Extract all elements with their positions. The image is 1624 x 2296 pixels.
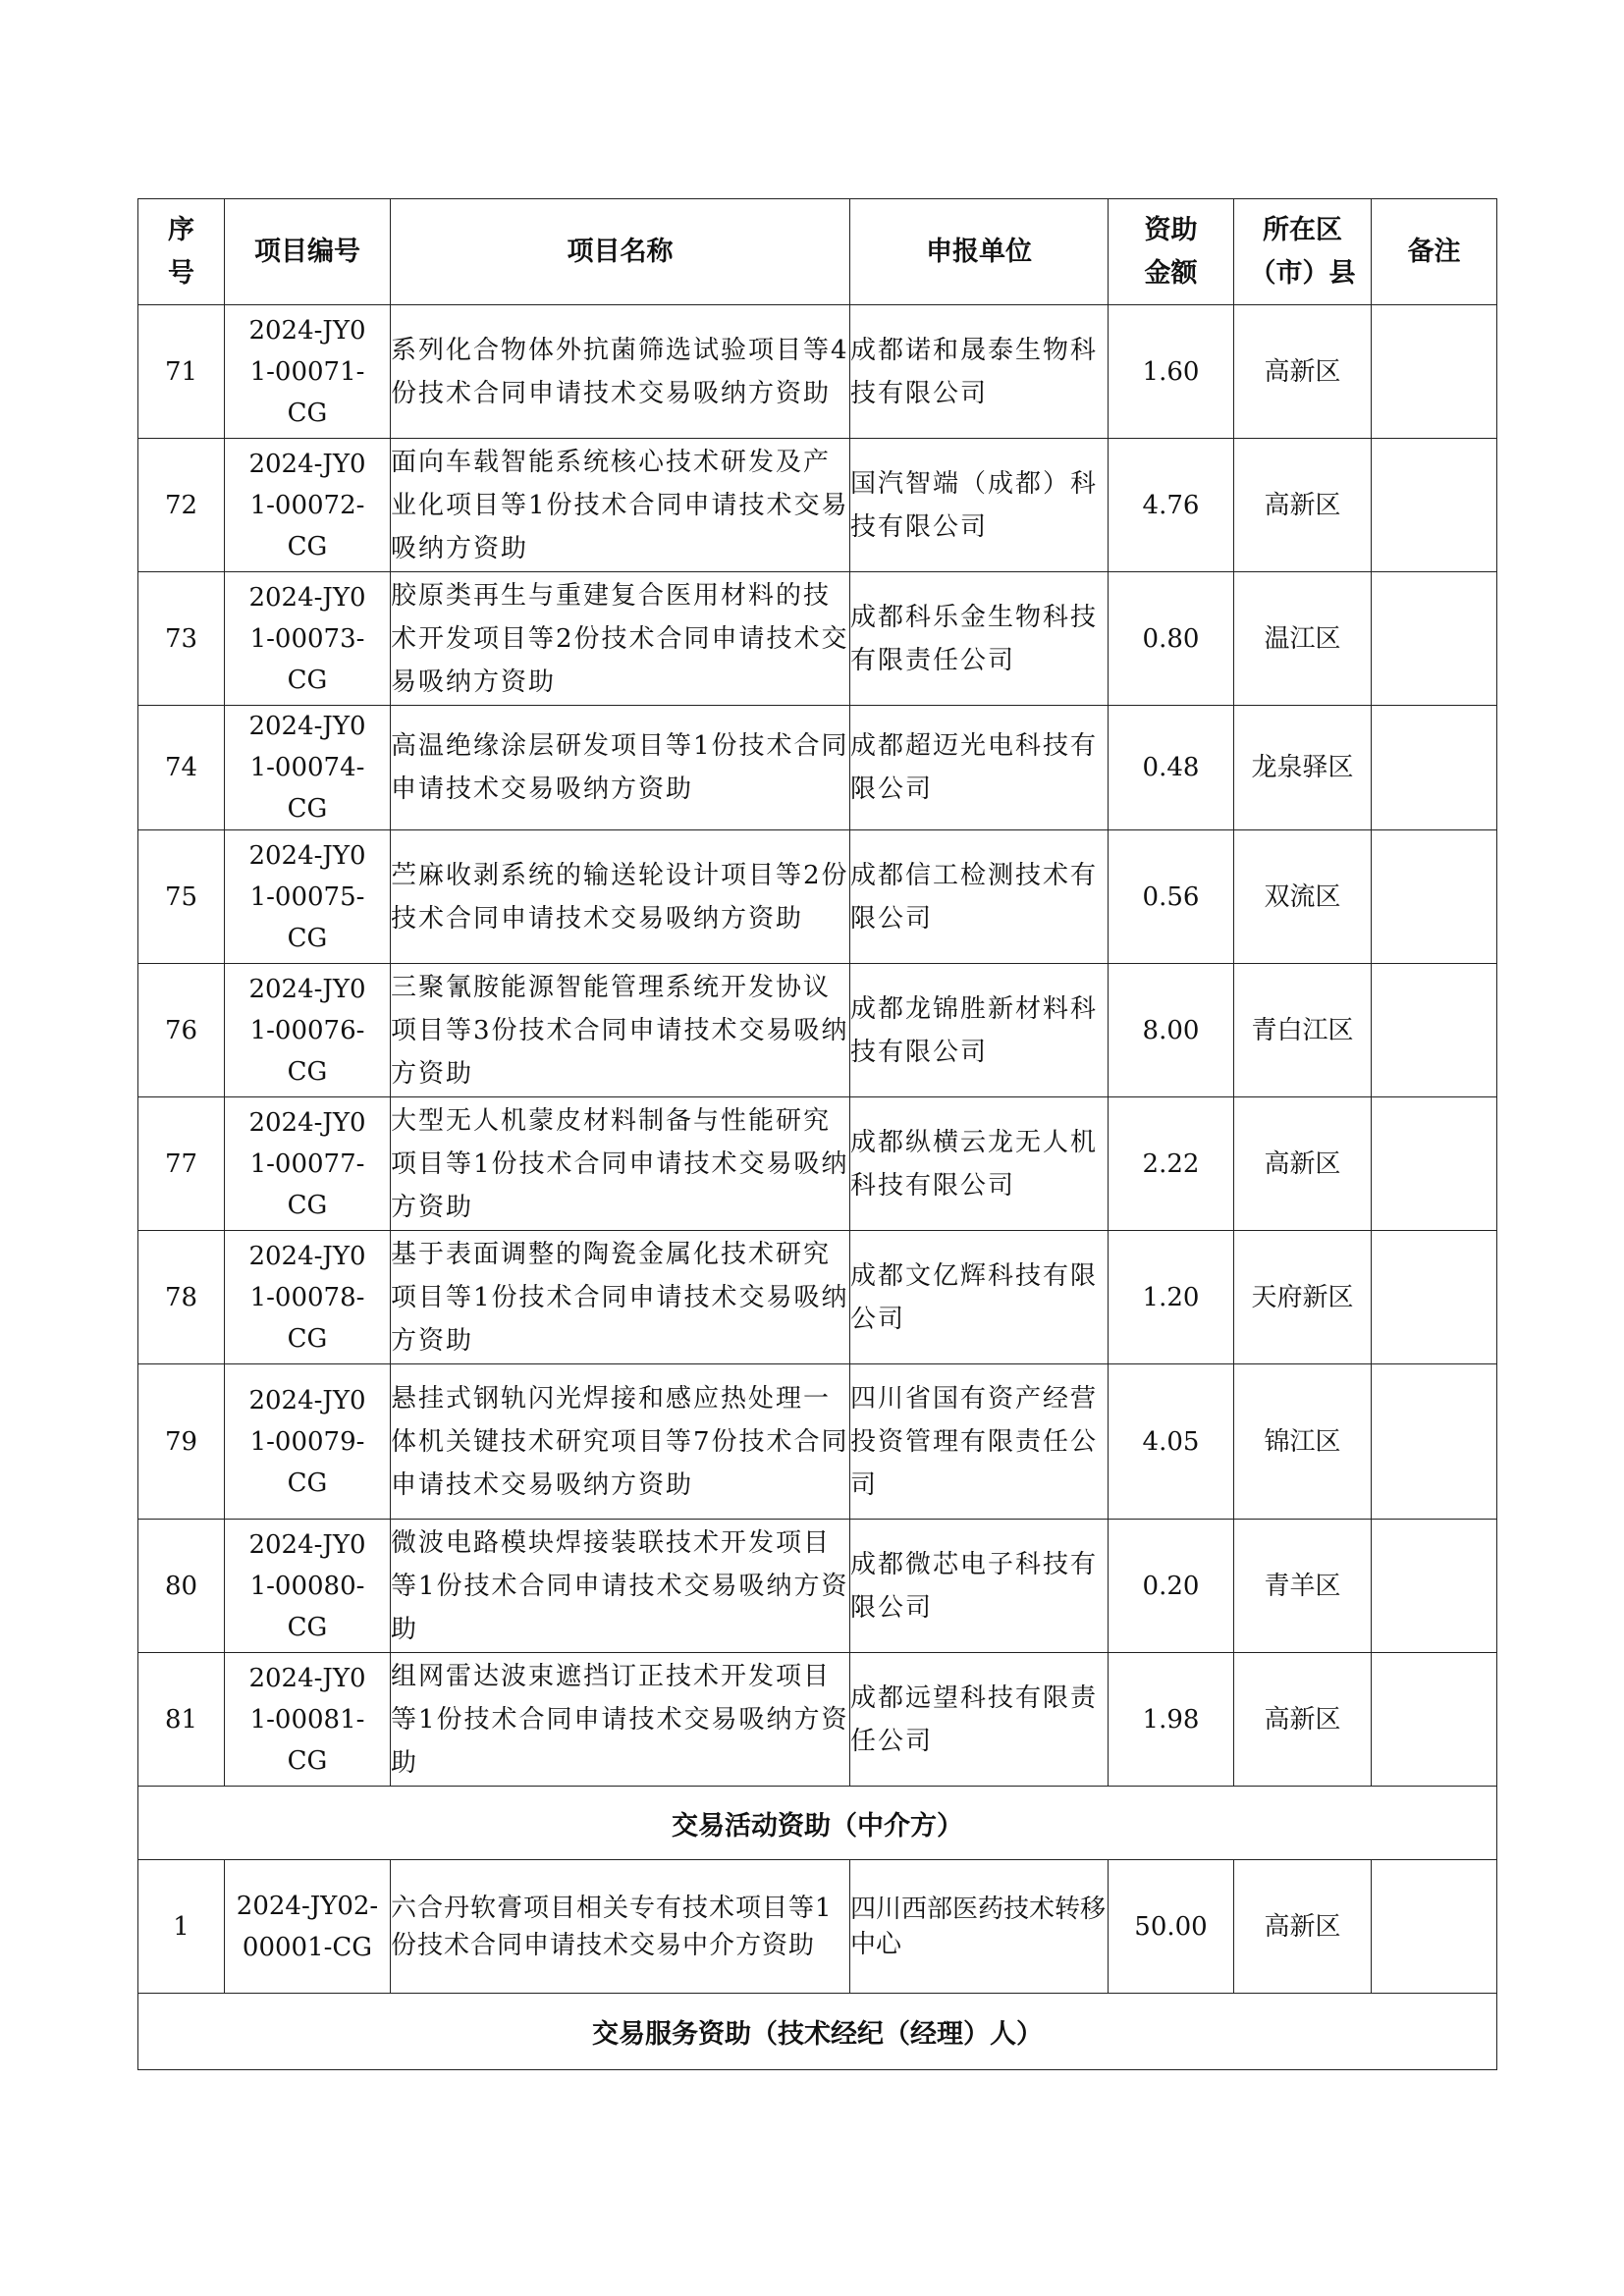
table-row: [138, 830, 1497, 964]
cell-code: [225, 572, 391, 706]
cell-code: [225, 830, 391, 964]
cell-unit: 成都诺和晟泰生物科技有限公司: [850, 305, 1109, 439]
cell-remark: [1372, 706, 1497, 830]
cell-code: [225, 1364, 391, 1520]
table-body: [138, 305, 1497, 1787]
table-row: [138, 1653, 1497, 1787]
cell-unit: 成都超迈光电科技有限公司: [850, 706, 1109, 830]
table-row: [138, 1231, 1497, 1364]
cell-remark: [1372, 572, 1497, 706]
cell-remark: [1372, 1231, 1497, 1364]
cell-amount: 0.48: [1109, 706, 1234, 830]
cell-remark: [1372, 1860, 1497, 1994]
cell-seq: 75: [138, 830, 225, 964]
cell-remark: [1372, 1097, 1497, 1231]
header-name: 项目名称: [391, 199, 850, 305]
cell-code: [225, 1520, 391, 1653]
cell-remark: [1372, 305, 1497, 439]
header-unit: 申报单位: [850, 199, 1109, 305]
cell-code: [225, 439, 391, 572]
cell-amount: 1.98: [1109, 1653, 1234, 1787]
cell-district: 青白江区: [1234, 964, 1372, 1097]
project-code: 2024-JY01-00081-CG: [248, 1663, 366, 1776]
project-code: 2024-JY01-00078-CG: [248, 1241, 366, 1354]
cell-district: 高新区: [1234, 439, 1372, 572]
table-row: [138, 1364, 1497, 1520]
table-row: [138, 706, 1497, 830]
cell-remark: [1372, 1653, 1497, 1787]
table-row: [138, 439, 1497, 572]
header-district: 所在区（市）县: [1234, 199, 1372, 305]
cell-code: [225, 1860, 391, 1994]
cell-code: [225, 964, 391, 1097]
project-code: 2024-JY01-00071-CG: [248, 315, 366, 428]
cell-amount: 4.05: [1109, 1364, 1234, 1520]
cell-remark: [1372, 439, 1497, 572]
project-code: 2024-JY01-00072-CG: [248, 449, 366, 561]
cell-district: 双流区: [1234, 830, 1372, 964]
cell-code: [225, 305, 391, 439]
project-code: 2024-JY01-00073-CG: [248, 582, 366, 695]
header-code: 项目编号: [225, 199, 391, 305]
header-remark: 备注: [1372, 199, 1497, 305]
intermediary-section: [138, 1787, 1497, 1860]
cell-district: 龙泉驿区: [1234, 706, 1372, 830]
cell-unit: 成都龙锦胜新材料科技有限公司: [850, 964, 1109, 1097]
cell-district: 高新区: [1234, 1653, 1372, 1787]
cell-unit: 成都科乐金生物科技有限责任公司: [850, 572, 1109, 706]
cell-name: 面向车载智能系统核心技术研发及产业化项目等1份技术合同申请技术交易吸纳方资助: [391, 439, 850, 572]
cell-unit: 四川省国有资产经营投资管理有限责任公司: [850, 1364, 1109, 1520]
broker-section: [138, 1994, 1497, 2070]
table-header: [138, 199, 1497, 305]
cell-name: 六合丹软膏项目相关专有技术项目等1份技术合同申请技术交易中介方资助: [391, 1860, 850, 1994]
project-code: 2024-JY02-00001-CG: [236, 1891, 379, 1962]
cell-seq: 1: [138, 1860, 225, 1994]
cell-name: 系列化合物体外抗菌筛选试验项目等4份技术合同申请技术交易吸纳方资助: [391, 305, 850, 439]
table-row: [138, 572, 1497, 706]
cell-seq: 74: [138, 706, 225, 830]
cell-name: 基于表面调整的陶瓷金属化技术研究项目等1份技术合同申请技术交易吸纳方资助: [391, 1231, 850, 1364]
cell-amount: 1.60: [1109, 305, 1234, 439]
header-seq: 序号: [138, 199, 225, 305]
cell-name: 微波电路模块焊接装联技术开发项目等1份技术合同申请技术交易吸纳方资助: [391, 1520, 850, 1653]
cell-name: 胶原类再生与重建复合医用材料的技术开发项目等2份技术合同申请技术交易吸纳方资助: [391, 572, 850, 706]
cell-unit: 成都纵横云龙无人机科技有限公司: [850, 1097, 1109, 1231]
cell-name: 高温绝缘涂层研发项目等1份技术合同申请技术交易吸纳方资助: [391, 706, 850, 830]
cell-district: 高新区: [1234, 1097, 1372, 1231]
header-amount: 资助金额: [1109, 199, 1234, 305]
cell-amount: 0.80: [1109, 572, 1234, 706]
cell-name: 组网雷达波束遮挡订正技术开发项目等1份技术合同申请技术交易吸纳方资助: [391, 1653, 850, 1787]
project-code: 2024-JY01-00076-CG: [248, 974, 366, 1087]
cell-seq: 76: [138, 964, 225, 1097]
cell-remark: [1372, 830, 1497, 964]
project-code: 2024-JY01-00077-CG: [248, 1107, 366, 1220]
section-title-broker: 交易服务资助（技术经纪（经理）人）: [138, 1994, 1497, 2070]
cell-code: [225, 1231, 391, 1364]
cell-seq: 78: [138, 1231, 225, 1364]
cell-remark: [1372, 964, 1497, 1097]
project-code: 2024-JY01-00075-CG: [248, 840, 366, 953]
cell-code: [225, 1097, 391, 1231]
cell-district: 青羊区: [1234, 1520, 1372, 1653]
cell-seq: 73: [138, 572, 225, 706]
cell-code: [225, 1653, 391, 1787]
cell-amount: 50.00: [1109, 1860, 1234, 1994]
table-row: [138, 964, 1497, 1097]
cell-district: 高新区: [1234, 305, 1372, 439]
cell-code: [225, 706, 391, 830]
cell-seq: 79: [138, 1364, 225, 1520]
cell-unit: 成都信工检测技术有限公司: [850, 830, 1109, 964]
cell-unit: 成都文亿辉科技有限公司: [850, 1231, 1109, 1364]
cell-seq: 71: [138, 305, 225, 439]
cell-amount: 0.56: [1109, 830, 1234, 964]
cell-unit: 国汽智端（成都）科技有限公司: [850, 439, 1109, 572]
project-code: 2024-JY01-00080-CG: [248, 1529, 366, 1642]
intermediary-body: [138, 1860, 1497, 1994]
cell-remark: [1372, 1520, 1497, 1653]
cell-district: 高新区: [1234, 1860, 1372, 1994]
cell-seq: 81: [138, 1653, 225, 1787]
cell-seq: 72: [138, 439, 225, 572]
cell-amount: 0.20: [1109, 1520, 1234, 1653]
project-code: 2024-JY01-00074-CG: [248, 712, 366, 824]
cell-name: 大型无人机蒙皮材料制备与性能研究项目等1份技术合同申请技术交易吸纳方资助: [391, 1097, 850, 1231]
cell-name: 苎麻收剥系统的输送轮设计项目等2份技术合同申请技术交易吸纳方资助: [391, 830, 850, 964]
cell-unit: 成都远望科技有限责任公司: [850, 1653, 1109, 1787]
funding-table: [137, 198, 1497, 2070]
cell-district: 天府新区: [1234, 1231, 1372, 1364]
cell-amount: 8.00: [1109, 964, 1234, 1097]
section-title-intermediary: 交易活动资助（中介方）: [138, 1787, 1497, 1860]
cell-unit: 成都微芯电子科技有限公司: [850, 1520, 1109, 1653]
table-row: [138, 1860, 1497, 1994]
cell-seq: 80: [138, 1520, 225, 1653]
cell-district: 锦江区: [1234, 1364, 1372, 1520]
cell-seq: 77: [138, 1097, 225, 1231]
table-row: [138, 305, 1497, 439]
cell-amount: 1.20: [1109, 1231, 1234, 1364]
cell-name: 三聚氰胺能源智能管理系统开发协议项目等3份技术合同申请技术交易吸纳方资助: [391, 964, 850, 1097]
project-code: 2024-JY01-00079-CG: [248, 1385, 366, 1498]
cell-remark: [1372, 1364, 1497, 1520]
cell-amount: 2.22: [1109, 1097, 1234, 1231]
table-row: [138, 1520, 1497, 1653]
cell-name: 悬挂式钢轨闪光焊接和感应热处理一体机关键技术研究项目等7份技术合同申请技术交易吸纳方资助: [391, 1364, 850, 1520]
cell-amount: 4.76: [1109, 439, 1234, 572]
cell-unit: 四川西部医药技术转移中心: [850, 1860, 1109, 1994]
table-row: [138, 1097, 1497, 1231]
cell-district: 温江区: [1234, 572, 1372, 706]
